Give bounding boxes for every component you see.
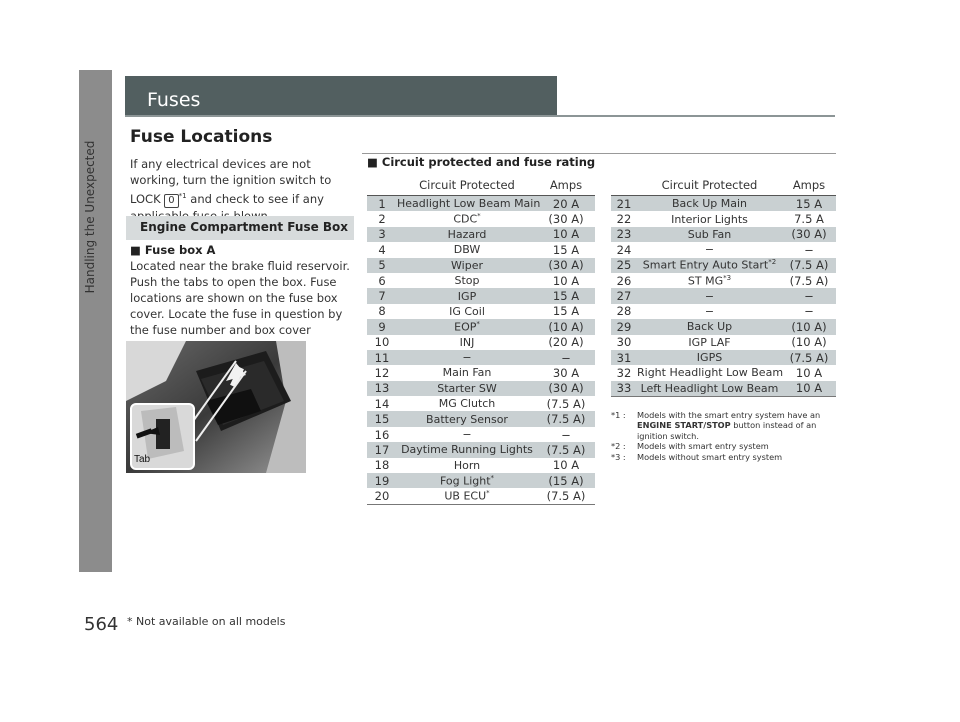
fuse-number: 13 bbox=[367, 381, 397, 396]
fuse-number: 2 bbox=[378, 212, 386, 227]
fuse-number: 17 bbox=[367, 442, 397, 457]
fuse-number: 6 bbox=[378, 273, 386, 288]
circuit-name: Starter SW bbox=[437, 381, 497, 395]
circuit-name: DBW bbox=[453, 243, 481, 257]
amps-value: (7.5 A) bbox=[789, 273, 829, 288]
circuit-name: CDC bbox=[453, 212, 478, 226]
fuse-row bbox=[367, 350, 595, 365]
circuit-name: IGPS bbox=[696, 351, 723, 365]
amps-value: (7.5 A) bbox=[537, 442, 595, 457]
fuse-number: 10 bbox=[374, 335, 390, 350]
fuse-number: 15 bbox=[367, 411, 397, 426]
fuse-box-a-heading: ■ Fuse box A bbox=[130, 243, 216, 257]
circuit-name: Fog Light bbox=[439, 474, 491, 488]
rating-heading-text: Circuit protected and fuse rating bbox=[381, 155, 596, 169]
amps-value: (10 A) bbox=[537, 319, 595, 334]
section-title: Fuse Locations bbox=[130, 127, 273, 147]
circuit-name: − bbox=[462, 351, 472, 365]
circuit-name: MG Clutch bbox=[438, 397, 496, 411]
fuse-row bbox=[611, 258, 836, 273]
amps-value: (30 A) bbox=[537, 381, 595, 396]
fuse-row bbox=[367, 242, 595, 257]
circuit-name: Headlight Low Beam Main bbox=[397, 197, 541, 211]
fuse-number: 8 bbox=[378, 304, 386, 319]
fuse-row bbox=[367, 227, 595, 242]
fuse-number: 22 bbox=[616, 212, 632, 227]
circuit-name: IGP bbox=[457, 289, 477, 303]
availability-mark: * bbox=[476, 319, 480, 328]
fuse-box-a-description: Located near the brake fluid reservoir. Push the tabs to open the box. Fuse locations are shown on the fuse box cover. Locate the fuse in question by the fuse number and box cover bbox=[130, 259, 350, 337]
amps-value: 15 A bbox=[552, 242, 580, 257]
fuse-number: 20 bbox=[367, 488, 397, 504]
fuse-number: 12 bbox=[374, 365, 390, 380]
circuit-cell bbox=[397, 335, 537, 350]
circuit-name: Main Fan bbox=[442, 366, 492, 380]
no-header bbox=[367, 175, 397, 196]
intro-text-1: If any electrical devices are not working, turn the ignition switch to LOCK bbox=[130, 157, 332, 206]
circuit-name: Daytime Running Lights bbox=[401, 443, 533, 457]
amps-value: 15 A bbox=[537, 288, 595, 303]
fuse-number: 23 bbox=[611, 227, 637, 242]
circuit-cell bbox=[637, 381, 782, 397]
fuse-row bbox=[367, 396, 595, 411]
circuit-cell bbox=[637, 273, 782, 288]
amps-value: (15 A) bbox=[537, 473, 595, 488]
fuse-box-a-heading-text: Fuse box A bbox=[144, 243, 216, 257]
table-header-row bbox=[367, 175, 595, 196]
amps-value: 30 A bbox=[552, 365, 580, 380]
amps-value: 10 A bbox=[552, 273, 580, 288]
circuit-cell bbox=[397, 273, 537, 288]
circuit-cell bbox=[637, 365, 782, 380]
amps-value: (10 A) bbox=[791, 335, 827, 350]
circuit-cell bbox=[637, 196, 782, 212]
amps-value: 15 A bbox=[552, 304, 580, 319]
no-header bbox=[611, 175, 637, 196]
fuse-row bbox=[611, 227, 836, 242]
fuse-number: 31 bbox=[611, 350, 637, 365]
side-label-text: Handling the Unexpected bbox=[83, 140, 97, 294]
circuit-name: Left Headlight Low Beam bbox=[640, 381, 779, 395]
amps-value: (30 A) bbox=[548, 212, 584, 227]
circuit-cell bbox=[397, 458, 537, 473]
amps-value: (7.5 A) bbox=[546, 396, 586, 411]
amps-value: 15 A bbox=[782, 196, 836, 212]
circuit-cell bbox=[397, 258, 537, 273]
circuit-name: Hazard bbox=[447, 227, 487, 241]
amps-value: − bbox=[804, 242, 814, 257]
circuit-cell bbox=[397, 411, 537, 426]
fuse-number: 30 bbox=[616, 335, 632, 350]
fuse-number: 16 bbox=[374, 427, 390, 442]
footnotes bbox=[611, 410, 841, 462]
circuit-cell bbox=[637, 258, 782, 273]
engine-compartment-heading bbox=[126, 216, 354, 240]
circuit-name: INJ bbox=[459, 335, 475, 349]
circuit-cell bbox=[397, 488, 537, 504]
amps-value: (7.5 A) bbox=[537, 411, 595, 426]
fuse-number: 28 bbox=[616, 304, 632, 319]
circuit-cell bbox=[397, 288, 537, 303]
amps-value: − bbox=[561, 427, 571, 442]
circuit-cell bbox=[397, 365, 537, 380]
fuse-row bbox=[367, 365, 595, 380]
engine-compartment-heading-text: Engine Compartment Fuse Box bbox=[140, 220, 349, 234]
amps-value: (30 A) bbox=[782, 227, 836, 242]
fuse-row bbox=[367, 211, 595, 226]
amps-value: 10 A bbox=[552, 458, 580, 473]
footnote-text-tail: button instead of an ignition switch. bbox=[637, 420, 817, 441]
fuse-row bbox=[367, 273, 595, 288]
fuse-row bbox=[367, 458, 595, 473]
availability-mark: * bbox=[486, 489, 490, 498]
circuit-name: − bbox=[462, 428, 472, 442]
circuit-cell bbox=[397, 396, 537, 411]
circuit-cell bbox=[397, 350, 537, 365]
circuit-cell bbox=[397, 473, 537, 488]
fuse-row bbox=[611, 242, 836, 257]
fuse-table-right bbox=[611, 175, 836, 397]
footnote-key: *3 : bbox=[611, 451, 626, 462]
circuit-name: Back Up Main bbox=[672, 197, 747, 211]
fuse-number: 5 bbox=[367, 258, 397, 273]
fuse-number: 24 bbox=[616, 242, 632, 257]
fuse-row bbox=[367, 488, 595, 504]
fuse-row bbox=[367, 411, 595, 426]
fuse-row bbox=[611, 365, 836, 380]
fuse-row bbox=[367, 288, 595, 303]
footnote-item bbox=[611, 410, 841, 441]
amps-header: Amps bbox=[537, 175, 595, 196]
fuse-row bbox=[611, 273, 836, 288]
circuit-name: Wiper bbox=[451, 258, 483, 272]
amps-header: Amps bbox=[782, 175, 836, 196]
circuit-cell bbox=[637, 227, 782, 242]
circuit-cell bbox=[397, 427, 537, 442]
tab-label: Tab bbox=[134, 454, 151, 465]
amps-value: (10 A) bbox=[782, 319, 836, 334]
note-ref-1: *1 bbox=[178, 192, 187, 200]
lock-key-symbol: 0 bbox=[164, 194, 178, 208]
fuse-row bbox=[611, 319, 836, 334]
circuit-header: Circuit Protected bbox=[637, 175, 782, 196]
footnote-key: *1 : bbox=[611, 410, 626, 420]
amps-value: (30 A) bbox=[537, 258, 595, 273]
fuse-number: 19 bbox=[367, 473, 397, 488]
fuse-number: 26 bbox=[616, 273, 632, 288]
circuit-name: Battery Sensor bbox=[426, 412, 508, 426]
fuse-box-photo bbox=[126, 341, 306, 473]
circuit-name: UB ECU bbox=[444, 489, 487, 503]
intro-text-2: and check to see if any bbox=[190, 191, 324, 206]
section-divider bbox=[362, 153, 836, 154]
circuit-name: Horn bbox=[453, 458, 481, 472]
fuse-number: 1 bbox=[367, 196, 397, 212]
fuse-row bbox=[611, 211, 836, 226]
circuit-cell bbox=[397, 242, 537, 257]
circuit-cell bbox=[397, 304, 537, 319]
circuit-cell bbox=[397, 211, 537, 226]
not-available-footnote: * Not available on all models bbox=[127, 615, 286, 628]
fuse-row bbox=[611, 381, 836, 397]
circuit-name: − bbox=[704, 289, 715, 303]
fuse-row bbox=[611, 350, 836, 365]
title-divider bbox=[125, 115, 835, 117]
circuit-name: Right Headlight Low Beam bbox=[637, 366, 784, 380]
circuit-name: Sub Fan bbox=[687, 227, 732, 241]
side-label bbox=[80, 70, 100, 380]
circuit-name: − bbox=[704, 304, 715, 318]
circuit-name: IG Coil bbox=[449, 304, 485, 318]
circuit-name: Stop bbox=[454, 274, 480, 288]
footnote-item bbox=[611, 441, 841, 451]
circuit-cell bbox=[637, 350, 782, 365]
availability-mark: *2 bbox=[768, 258, 777, 267]
availability-mark: *3 bbox=[723, 273, 732, 282]
circuit-cell bbox=[637, 335, 782, 350]
circuit-cell bbox=[397, 227, 537, 242]
fuse-row bbox=[611, 335, 836, 350]
fuse-number: 32 bbox=[616, 365, 632, 380]
footnote-item bbox=[611, 452, 841, 462]
fuse-row bbox=[367, 381, 595, 396]
fuse-number: 7 bbox=[367, 288, 397, 303]
amps-value: 10 A bbox=[782, 381, 836, 397]
fuse-number: 21 bbox=[611, 196, 637, 212]
circuit-cell bbox=[397, 196, 541, 212]
amps-value: − bbox=[782, 288, 836, 303]
fuse-row bbox=[367, 196, 595, 212]
fuse-row bbox=[367, 304, 595, 319]
fuse-number: 25 bbox=[611, 258, 637, 273]
amps-value: 20 A bbox=[537, 196, 595, 212]
amps-value: (7.5 A) bbox=[537, 488, 595, 504]
circuit-name: Back Up bbox=[686, 320, 733, 334]
amps-value: 10 A bbox=[537, 227, 595, 242]
footnote-bold-text: ENGINE START/STOP bbox=[637, 420, 731, 431]
footnote-text: Models with smart entry system bbox=[637, 441, 769, 452]
circuit-cell bbox=[637, 304, 782, 319]
amps-value: (7.5 A) bbox=[782, 350, 836, 365]
amps-value: (20 A) bbox=[548, 335, 584, 350]
fuse-row bbox=[367, 319, 595, 334]
circuit-name: − bbox=[704, 243, 715, 257]
fuse-row bbox=[611, 304, 836, 319]
footnote-text: Models without smart entry system bbox=[637, 451, 783, 462]
fuse-number: 29 bbox=[611, 319, 637, 334]
amps-value: 7.5 A bbox=[794, 212, 824, 227]
fuse-table-left bbox=[367, 175, 595, 505]
circuit-header: Circuit Protected bbox=[397, 175, 537, 196]
fuse-row bbox=[367, 335, 595, 350]
circuit-name: ST MG bbox=[687, 274, 724, 288]
fuse-number: 11 bbox=[367, 350, 397, 365]
circuit-cell bbox=[637, 319, 782, 334]
circuit-cell bbox=[637, 242, 782, 257]
fuse-row bbox=[367, 473, 595, 488]
availability-mark: * bbox=[477, 212, 481, 221]
intro-paragraph bbox=[130, 156, 358, 224]
amps-value: 10 A bbox=[795, 365, 823, 380]
availability-mark: * bbox=[490, 473, 495, 482]
circuit-name: EOP bbox=[454, 320, 477, 334]
fuse-row bbox=[367, 258, 595, 273]
footnote-key: *2 : bbox=[611, 441, 626, 452]
circuit-cell bbox=[397, 442, 537, 457]
chapter-title: Fuses bbox=[147, 89, 201, 111]
circuit-name: IGP LAF bbox=[688, 335, 731, 349]
circuit-cell bbox=[397, 319, 537, 334]
amps-value: − bbox=[804, 304, 814, 319]
circuit-name: Smart Entry Auto Start bbox=[642, 259, 769, 273]
fuse-number: 27 bbox=[611, 288, 637, 303]
fuse-number: 3 bbox=[367, 227, 397, 242]
circuit-cell bbox=[637, 288, 782, 303]
footnote-text: Models with the smart entry system have an bbox=[637, 410, 821, 420]
fuse-row bbox=[367, 442, 595, 457]
page-number: 564 bbox=[84, 614, 119, 635]
circuit-cell bbox=[637, 211, 782, 226]
amps-value: (7.5 A) bbox=[782, 258, 836, 273]
fuse-number: 33 bbox=[611, 381, 637, 397]
fuse-number: 18 bbox=[374, 458, 390, 473]
amps-value: − bbox=[537, 350, 595, 365]
fuse-number: 9 bbox=[367, 319, 397, 334]
table-header-row bbox=[611, 175, 836, 196]
fuse-row bbox=[367, 427, 595, 442]
circuit-cell bbox=[397, 381, 537, 396]
fuse-row bbox=[611, 288, 836, 303]
fuse-number: 4 bbox=[378, 242, 386, 257]
fuse-number: 14 bbox=[374, 396, 390, 411]
rating-heading: ■ Circuit protected and fuse rating bbox=[367, 155, 596, 169]
circuit-name: Interior Lights bbox=[671, 212, 748, 226]
fuse-row bbox=[611, 196, 836, 212]
